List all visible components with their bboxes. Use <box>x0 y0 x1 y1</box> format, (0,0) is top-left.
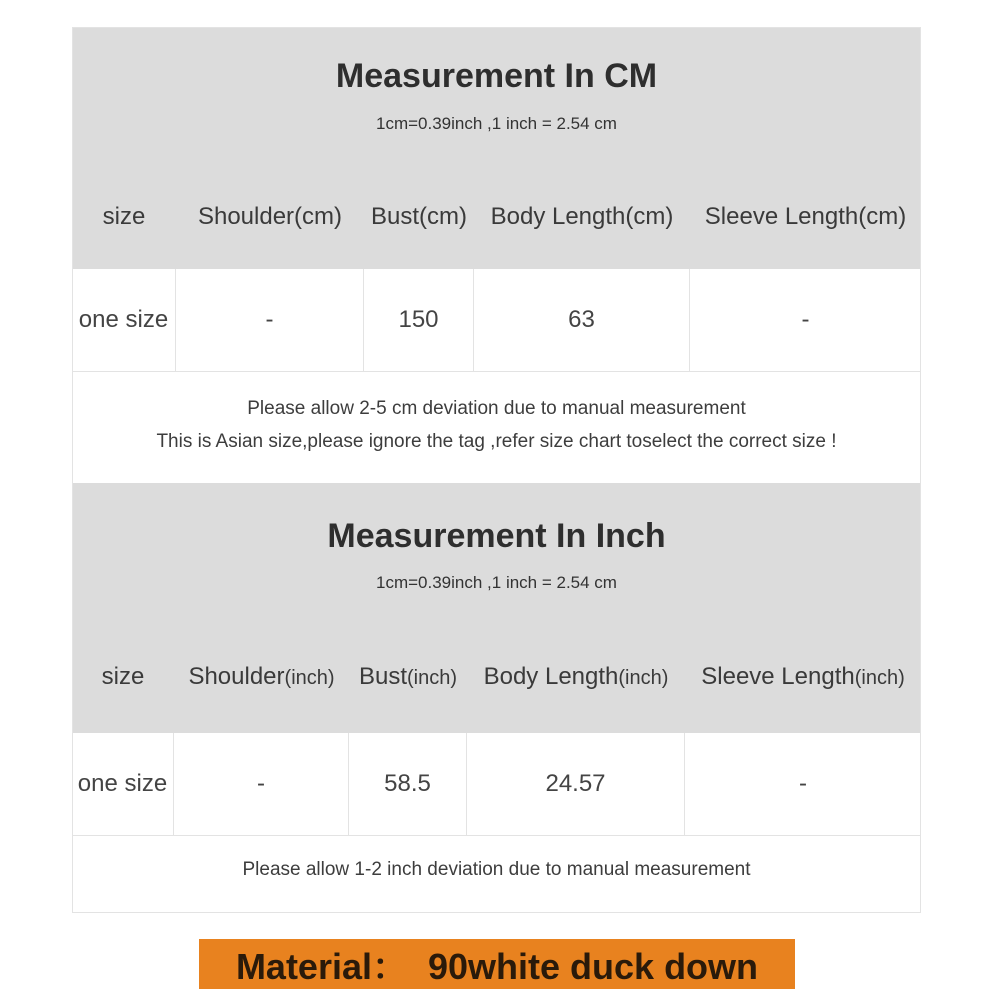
cm-header-size: size <box>102 203 146 230</box>
cm-table-row <box>72 269 921 371</box>
cm-conversion-note: 1cm=0.39inch ,1 inch = 2.54 cm <box>376 114 617 133</box>
inch-deviation-note: Please allow 1-2 inch deviation due to manual measurement <box>242 859 751 880</box>
cm-cell-sleeve-length: - <box>801 306 810 333</box>
inch-header-sleeve-length: Sleeve Length(inch) <box>701 663 905 690</box>
inch-title: Measurement In Inch <box>327 517 666 555</box>
inch-header-body-length: Body Length(inch) <box>483 663 669 690</box>
inch-conversion-note: 1cm=0.39inch ,1 inch = 2.54 cm <box>376 573 617 592</box>
material-banner: Material： 90white duck down <box>199 939 795 989</box>
cm-cell-size: one size <box>72 269 176 371</box>
inch-cell-sleeve-length: - <box>799 770 807 797</box>
inch-header-bust: Bust(inch) <box>358 663 458 690</box>
inch-header-size: size <box>101 663 145 690</box>
asian-size-note: This is Asian size,please ignore the tag ,refer size chart toselect the correct size ! <box>156 431 837 452</box>
cm-header-bust: Bust(cm) <box>371 203 467 230</box>
divider <box>72 371 921 372</box>
cm-header-sleeve-length: Sleeve Length(cm) <box>704 203 907 230</box>
cm-deviation-note: Please allow 2-5 cm deviation due to manual measurement <box>247 398 746 419</box>
cm-title: Measurement In CM <box>335 57 658 95</box>
inch-cell-bust: 58.5 <box>349 733 467 835</box>
inch-header-shoulder: Shoulder(inch) <box>188 663 335 690</box>
inch-table-row <box>72 733 921 835</box>
divider <box>72 835 921 836</box>
cm-header-body-length: Body Length(cm) <box>490 203 674 230</box>
size-chart <box>72 27 921 913</box>
inch-cell-shoulder: - <box>174 733 349 835</box>
cm-cell-shoulder: - <box>176 269 364 371</box>
inch-cell-size: one size <box>72 733 174 835</box>
cm-cell-bust: 150 <box>364 269 474 371</box>
cm-cell-body-length: 63 <box>474 269 690 371</box>
inch-cell-body-length: 24.57 <box>467 733 685 835</box>
cm-header-shoulder: Shoulder(cm) <box>197 203 343 230</box>
